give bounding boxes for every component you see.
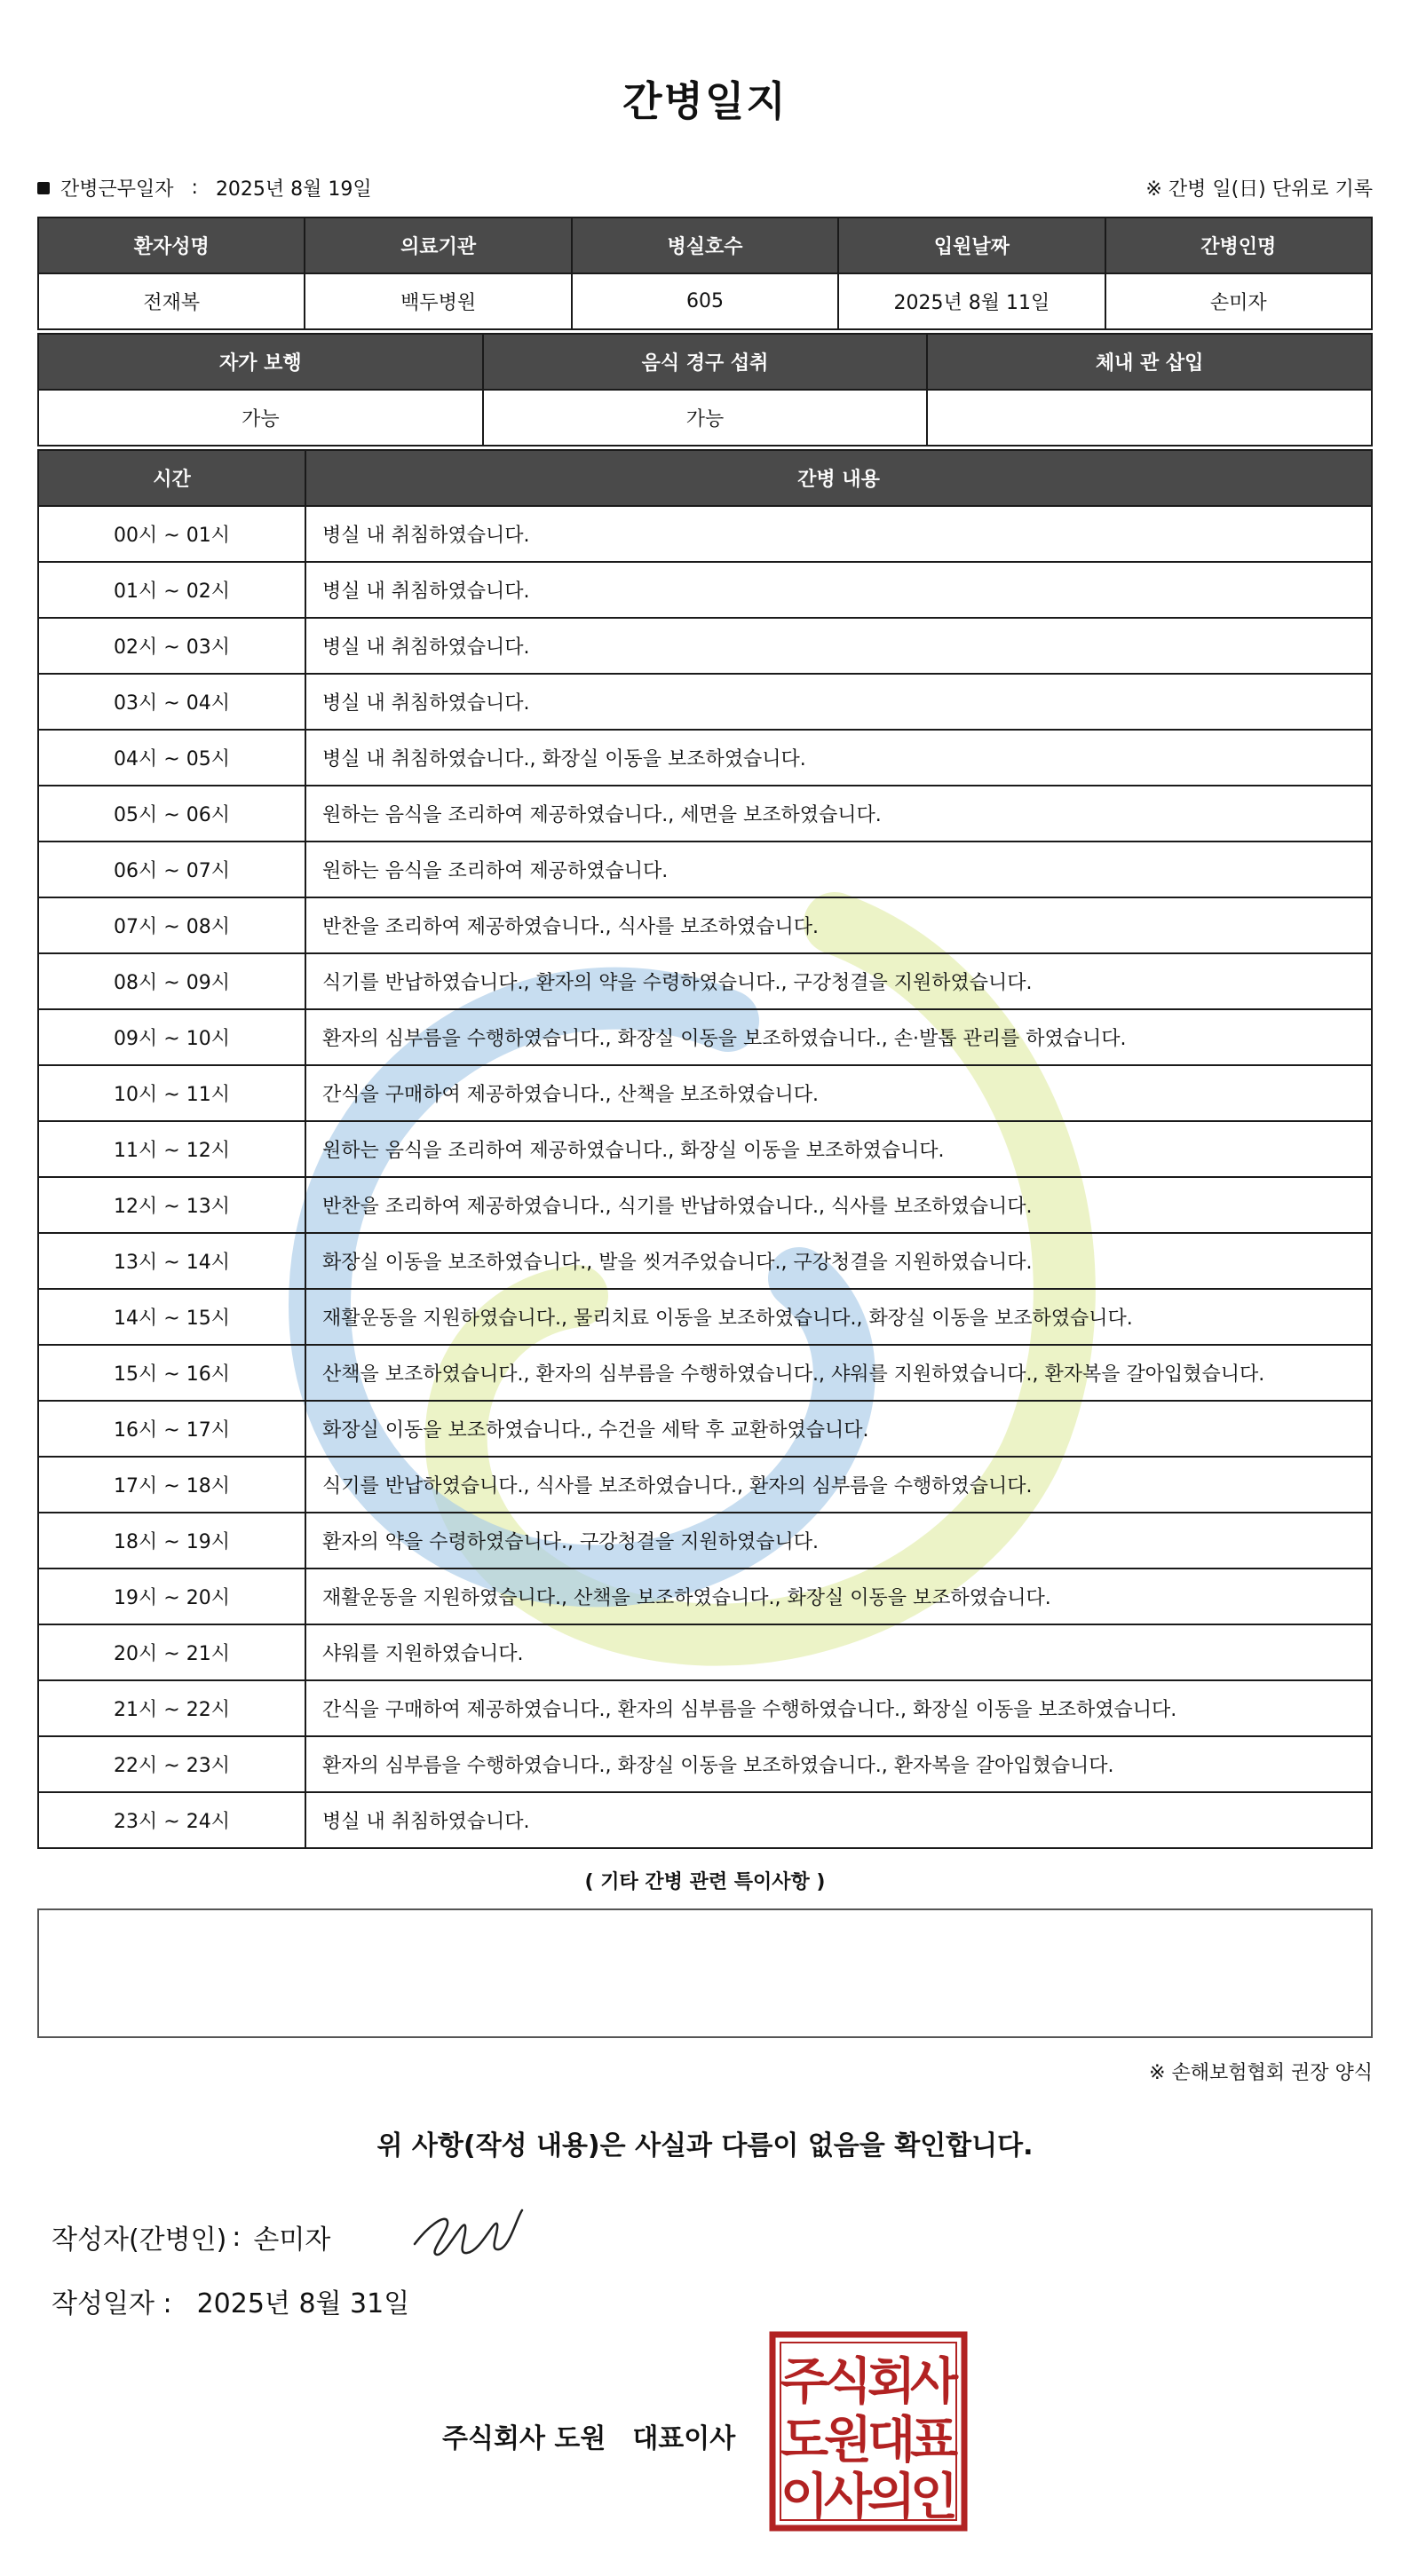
writer-name: 손미자 xyxy=(253,2224,331,2256)
log-time: 17시 ~ 18시 xyxy=(38,1457,305,1513)
notes-title: ( 기타 간병 관련 특이사항 ) xyxy=(584,1871,826,1893)
table-row xyxy=(38,674,1372,730)
seal-character: 주 xyxy=(780,2353,829,2411)
log-time: 23시 ~ 24시 xyxy=(38,1792,305,1848)
header-admission-date: 입원날짜 xyxy=(838,217,1105,273)
care-date-label: 간병근무일자 xyxy=(60,178,174,201)
seal-character: 도 xyxy=(780,2412,829,2469)
table-row xyxy=(38,1513,1372,1569)
writer-label: 작성자(간병인) xyxy=(51,2224,227,2256)
writer-line xyxy=(51,2217,330,2256)
seal-character: 대 xyxy=(867,2412,916,2469)
form-source-note: ※ 손해보험협회 권장 양식 xyxy=(1149,2062,1373,2084)
seal-character: 회 xyxy=(867,2353,916,2411)
table-row xyxy=(38,842,1372,897)
table-row xyxy=(38,1680,1372,1736)
care-log-table xyxy=(37,449,1373,1849)
table-row xyxy=(38,1792,1372,1848)
log-content: 병실 내 취침하였습니다. xyxy=(305,506,1372,562)
log-content: 병실 내 취침하였습니다. xyxy=(305,618,1372,674)
table-row xyxy=(38,897,1372,953)
writer-separator: : xyxy=(232,2221,242,2253)
table-row xyxy=(38,1065,1372,1121)
seal-character: 표 xyxy=(909,2412,959,2469)
log-time: 11시 ~ 12시 xyxy=(38,1121,305,1177)
log-time: 08시 ~ 09시 xyxy=(38,953,305,1009)
table-row xyxy=(38,1736,1372,1792)
log-time: 12시 ~ 13시 xyxy=(38,1177,305,1233)
log-time: 01시 ~ 02시 xyxy=(38,562,305,618)
tube-insertion-value xyxy=(927,390,1372,446)
care-date-separator: : xyxy=(191,177,198,199)
table-row xyxy=(38,953,1372,1009)
header-hospital: 의료기관 xyxy=(305,217,571,273)
log-content: 화장실 이동을 보조하였습니다., 발을 씻겨주었습니다., 구강청결을 지원하였습니다. xyxy=(305,1233,1372,1289)
log-time: 22시 ~ 23시 xyxy=(38,1736,305,1792)
seal-character: 원 xyxy=(823,2412,873,2469)
oral-intake-value: 가능 xyxy=(483,390,928,446)
table-row xyxy=(38,618,1372,674)
log-content: 재활운동을 지원하였습니다., 산책을 보조하였습니다., 화장실 이동을 보조하였습니다. xyxy=(305,1569,1372,1624)
log-time: 18시 ~ 19시 xyxy=(38,1513,305,1569)
log-time: 09시 ~ 10시 xyxy=(38,1009,305,1065)
table-row xyxy=(38,506,1372,562)
log-content: 병실 내 취침하였습니다., 화장실 이동을 보조하였습니다. xyxy=(305,730,1372,786)
log-time: 19시 ~ 20시 xyxy=(38,1569,305,1624)
table-row xyxy=(38,1121,1372,1177)
written-date-label: 작성일자 : xyxy=(51,2288,172,2319)
company-name: 주식회사 도원 xyxy=(442,2423,606,2454)
log-content: 병실 내 취침하였습니다. xyxy=(305,1792,1372,1848)
log-time: 06시 ~ 07시 xyxy=(38,842,305,897)
caregiver-name: 손미자 xyxy=(1105,273,1372,329)
table-row xyxy=(38,1345,1372,1401)
seal-character: 이 xyxy=(780,2469,829,2526)
seal-character: 식 xyxy=(823,2353,873,2411)
table-row xyxy=(38,1233,1372,1289)
header-caregiver: 간병인명 xyxy=(1105,217,1372,273)
log-content: 간식을 구매하여 제공하였습니다., 환자의 심부름을 수행하였습니다., 화장실 이동을 보조하였습니다. xyxy=(305,1680,1372,1736)
table-row xyxy=(38,1569,1372,1624)
log-time: 07시 ~ 08시 xyxy=(38,897,305,953)
log-time: 10시 ~ 11시 xyxy=(38,1065,305,1121)
log-time: 05시 ~ 06시 xyxy=(38,786,305,842)
table-row xyxy=(38,1401,1372,1457)
log-content: 병실 내 취침하였습니다. xyxy=(305,562,1372,618)
company-title: 대표이사 xyxy=(632,2423,736,2454)
care-date-value: 2025년 8월 19일 xyxy=(215,178,372,201)
patient-status-table xyxy=(37,333,1373,446)
log-content: 화장실 이동을 보조하였습니다., 수건을 세탁 후 교환하였습니다. xyxy=(305,1401,1372,1457)
table-row xyxy=(38,562,1372,618)
log-time: 00시 ~ 01시 xyxy=(38,506,305,562)
log-time: 02시 ~ 03시 xyxy=(38,618,305,674)
room-number: 605 xyxy=(572,273,838,329)
header-care-content: 간병 내용 xyxy=(305,450,1372,506)
bullet-icon xyxy=(37,182,50,194)
log-content: 재활운동을 지원하였습니다., 물리치료 이동을 보조하였습니다., 화장실 이동을 보조하였습니다. xyxy=(305,1289,1372,1345)
table-row xyxy=(38,1009,1372,1065)
table-row xyxy=(38,1457,1372,1513)
log-time: 13시 ~ 14시 xyxy=(38,1233,305,1289)
header-room: 병실호수 xyxy=(572,217,838,273)
log-time: 04시 ~ 05시 xyxy=(38,730,305,786)
log-content: 환자의 심부름을 수행하였습니다., 화장실 이동을 보조하였습니다., 환자복을 갈아입혔습니다. xyxy=(305,1736,1372,1792)
unit-note: ※ 간병 일(日) 단위로 기록 xyxy=(1145,178,1373,201)
confirmation-statement: 위 사항(작성 내용)은 사실과 다름이 없음을 확인합니다. xyxy=(376,2130,1034,2161)
header-self-walking: 자가 보행 xyxy=(38,334,483,390)
log-content: 반찬을 조리하여 제공하였습니다., 식사를 보조하였습니다. xyxy=(305,897,1372,953)
company-seal-stamp xyxy=(769,2331,968,2532)
header-time: 시간 xyxy=(38,450,305,506)
log-time: 15시 ~ 16시 xyxy=(38,1345,305,1401)
company-signature-line xyxy=(442,2416,735,2455)
log-content: 식기를 반납하였습니다., 식사를 보조하였습니다., 환자의 심부름을 수행하였습니다. xyxy=(305,1457,1372,1513)
handwritten-signature xyxy=(410,2200,526,2262)
seal-character: 사 xyxy=(909,2353,959,2411)
log-time: 16시 ~ 17시 xyxy=(38,1401,305,1457)
admission-date: 2025년 8월 11일 xyxy=(838,273,1105,329)
header-patient-name: 환자성명 xyxy=(38,217,305,273)
header-tube-insertion: 체내 관 삽입 xyxy=(927,334,1372,390)
patient-info-table xyxy=(37,217,1373,330)
page-title: 간병일지 xyxy=(622,77,788,125)
hospital-name: 백두병원 xyxy=(305,273,571,329)
table-row xyxy=(38,730,1372,786)
log-content: 원하는 음식을 조리하여 제공하였습니다. xyxy=(305,842,1372,897)
table-row xyxy=(38,786,1372,842)
seal-character: 인 xyxy=(909,2469,959,2526)
written-date-line xyxy=(51,2281,409,2320)
self-walking-value: 가능 xyxy=(38,390,483,446)
care-date xyxy=(37,174,372,201)
log-content: 환자의 약을 수령하였습니다., 구강청결을 지원하였습니다. xyxy=(305,1513,1372,1569)
log-content: 원하는 음식을 조리하여 제공하였습니다., 세면을 보조하였습니다. xyxy=(305,786,1372,842)
log-content: 샤워를 지원하였습니다. xyxy=(305,1624,1372,1680)
log-content: 반찬을 조리하여 제공하였습니다., 식기를 반납하였습니다., 식사를 보조하였습니다. xyxy=(305,1177,1372,1233)
log-time: 20시 ~ 21시 xyxy=(38,1624,305,1680)
log-content: 식기를 반납하였습니다., 환자의 약을 수령하였습니다., 구강청결을 지원하였습니다. xyxy=(305,953,1372,1009)
log-content: 병실 내 취침하였습니다. xyxy=(305,674,1372,730)
log-time: 14시 ~ 15시 xyxy=(38,1289,305,1345)
patient-name: 전재복 xyxy=(38,273,305,329)
log-content: 원하는 음식을 조리하여 제공하였습니다., 화장실 이동을 보조하였습니다. xyxy=(305,1121,1372,1177)
log-content: 간식을 구매하여 제공하였습니다., 산책을 보조하였습니다. xyxy=(305,1065,1372,1121)
notes-box[interactable] xyxy=(37,1908,1373,2038)
log-time: 03시 ~ 04시 xyxy=(38,674,305,730)
table-row xyxy=(38,1289,1372,1345)
seal-character: 의 xyxy=(867,2469,916,2526)
header-oral-intake: 음식 경구 섭취 xyxy=(483,334,928,390)
table-row xyxy=(38,1624,1372,1680)
written-date-value: 2025년 8월 31일 xyxy=(196,2288,410,2319)
log-content: 환자의 심부름을 수행하였습니다., 화장실 이동을 보조하였습니다., 손·발톱 관리를 하였습니다. xyxy=(305,1009,1372,1065)
table-row xyxy=(38,1177,1372,1233)
log-time: 21시 ~ 22시 xyxy=(38,1680,305,1736)
log-content: 산책을 보조하였습니다., 환자의 심부름을 수행하였습니다., 샤워를 지원하였습니다., 환자복을 갈아입혔습니다. xyxy=(305,1345,1372,1401)
seal-character: 사 xyxy=(823,2469,873,2526)
